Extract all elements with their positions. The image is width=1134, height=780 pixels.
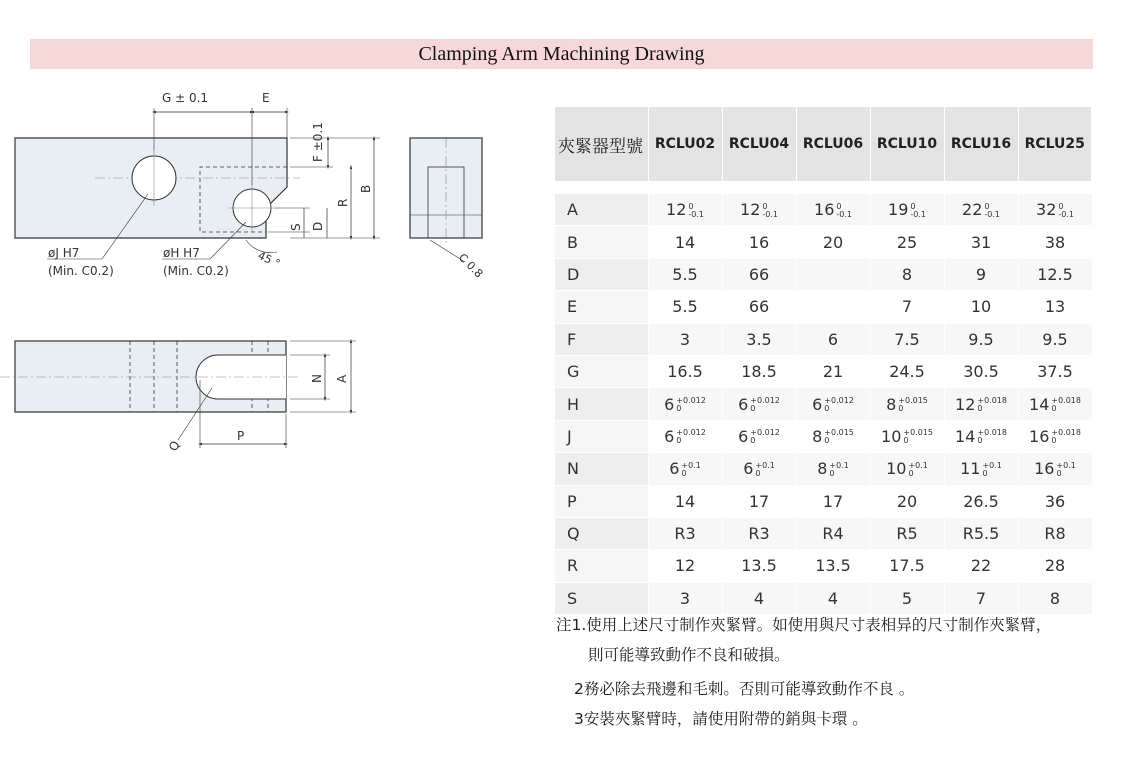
tolerance-lower: -0.1 (836, 209, 852, 219)
cell-value: 4 (827, 588, 839, 608)
cell-tolerance (908, 462, 927, 478)
dim-a-label: A (335, 374, 349, 383)
tolerance-lower: -0.1 (1058, 209, 1074, 219)
dim-r-label: R (336, 198, 350, 207)
cell-value: 7 (975, 588, 987, 608)
cell-value: 6 (664, 426, 675, 446)
cell-value: 6 (827, 329, 839, 349)
table-row (555, 453, 1092, 485)
cell-value: 9.5 (1042, 329, 1068, 349)
tolerance-lower: 0 (824, 404, 830, 414)
tolerance-upper: +0.1 (908, 460, 928, 470)
cell-value: R5.5 (962, 524, 1000, 544)
hole-j-label: øJ H7 (48, 246, 80, 260)
dim-b-label: B (359, 184, 373, 193)
cell-tolerance (829, 462, 848, 478)
cell-tolerance (1051, 429, 1081, 445)
tolerance-upper: +0.015 (824, 428, 854, 438)
tolerance-lower: 0 (908, 468, 914, 478)
table-cell (944, 258, 1018, 290)
table-cell (648, 453, 722, 485)
cell-value: 18.5 (741, 362, 777, 382)
cell-value: 17 (822, 491, 844, 511)
model-header: RCLU06 (796, 107, 870, 182)
tolerance-lower: -0.1 (688, 209, 704, 219)
note-1-line-2: 則可能導致動作不良和破損。 (588, 646, 790, 664)
cell-value: 14 (674, 232, 696, 252)
cell-tolerance (977, 397, 1007, 413)
cell-tolerance (676, 429, 706, 445)
cell-value: 9.5 (968, 329, 994, 349)
tolerance-upper: +0.1 (829, 460, 849, 470)
cell-value: 16 (748, 232, 770, 252)
table-cell (870, 550, 944, 582)
note-3: 3安裝夾緊臂時，請使用附帶的銷與卡環 。 (574, 710, 868, 728)
tolerance-upper: 0 (688, 201, 694, 211)
row-label: H (555, 388, 648, 420)
row-label: R (555, 550, 648, 582)
row-label: P (555, 485, 648, 517)
table-cell (722, 258, 796, 290)
cell-tolerance (762, 203, 778, 219)
table-cell (648, 258, 722, 290)
row-label: S (555, 582, 648, 614)
cell-value: 25 (896, 232, 918, 252)
cell-tolerance (982, 462, 1001, 478)
cell-value: 20 (822, 232, 844, 252)
table-cell (870, 291, 944, 323)
tolerance-lower: -0.1 (762, 209, 778, 219)
tolerance-upper: +0.018 (1051, 396, 1081, 406)
table-cell (722, 291, 796, 323)
table-spacer-cell (555, 182, 1092, 194)
tolerance-lower: 0 (676, 436, 682, 446)
angle-label: 45 ° (255, 248, 283, 271)
row-label: B (555, 226, 648, 258)
table-cell (1018, 323, 1092, 355)
table-row (555, 258, 1092, 290)
model-header: RCLU02 (648, 107, 722, 182)
tolerance-lower: 0 (977, 436, 983, 446)
cell-tolerance (1051, 397, 1081, 413)
row-label: Q (555, 517, 648, 549)
row-label: F (555, 323, 648, 355)
tolerance-lower: 0 (977, 404, 983, 414)
tolerance-upper: +0.015 (898, 396, 928, 406)
cell-value: 10 (886, 459, 907, 479)
cell-value: 16.5 (667, 362, 703, 382)
tolerance-lower: 0 (681, 468, 687, 478)
table-cell (796, 355, 870, 387)
cell-value: 16 (1034, 459, 1055, 479)
cell-value: 16 (1029, 426, 1050, 446)
table-cell (722, 420, 796, 452)
cell-value: 32 (1036, 200, 1057, 220)
tolerance-upper: 0 (836, 201, 842, 211)
row-label: J (555, 420, 648, 452)
table-cell (648, 550, 722, 582)
cell-tolerance (750, 429, 780, 445)
table-cell (944, 453, 1018, 485)
table-cell (1018, 258, 1092, 290)
cell-value: 6 (812, 394, 823, 414)
spec-table (555, 107, 1092, 615)
table-cell (796, 420, 870, 452)
model-header: RCLU25 (1018, 107, 1092, 182)
cell-value: 11 (960, 459, 981, 479)
cell-value: 22 (970, 556, 992, 576)
cell-value: 12 (666, 200, 687, 220)
table-spacer-row (555, 182, 1092, 194)
tolerance-upper: +0.012 (824, 396, 854, 406)
cell-tolerance (1056, 462, 1075, 478)
cell-value: 66 (748, 297, 770, 317)
table-cell (944, 194, 1018, 226)
row-label: D (555, 258, 648, 290)
hole-h-note: (Min. C0.2) (163, 264, 229, 278)
row-label: G (555, 355, 648, 387)
table-cell (870, 388, 944, 420)
cell-value: 38 (1044, 232, 1066, 252)
table-cell (944, 517, 1018, 549)
cell-value: 6 (669, 459, 680, 479)
table-cell (1018, 453, 1092, 485)
cell-tolerance (755, 462, 774, 478)
table-cell (722, 388, 796, 420)
cell-value: 17 (748, 491, 770, 511)
tolerance-upper: 0 (910, 201, 916, 211)
cell-value: 12 (740, 200, 761, 220)
cell-value: 12.5 (1037, 264, 1073, 284)
cell-value: 12 (674, 556, 696, 576)
table-row (555, 194, 1092, 226)
cell-tolerance (750, 397, 780, 413)
table-cell (870, 420, 944, 452)
table-cell (870, 517, 944, 549)
cell-value: 66 (748, 264, 770, 284)
table-cell (870, 453, 944, 485)
model-header: RCLU16 (944, 107, 1018, 182)
cell-value: 6 (743, 459, 754, 479)
table-cell (722, 355, 796, 387)
tolerance-upper: 0 (1058, 201, 1064, 211)
dim-s-label: S (289, 223, 303, 231)
table-cell (648, 388, 722, 420)
table-cell (870, 194, 944, 226)
tolerance-upper: +0.1 (681, 460, 701, 470)
cell-value: R4 (822, 524, 844, 544)
dim-p-label: P (237, 429, 245, 443)
cell-value: 14 (1029, 394, 1050, 414)
tolerance-lower: 0 (1051, 436, 1057, 446)
row-label: E (555, 291, 648, 323)
model-header: RCLU10 (870, 107, 944, 182)
cell-tolerance (824, 429, 854, 445)
table-cell (1018, 194, 1092, 226)
tolerance-upper: +0.015 (903, 428, 933, 438)
table-cell (722, 194, 796, 226)
cell-value: 28 (1044, 556, 1066, 576)
tolerance-lower: 0 (982, 468, 988, 478)
table-cell (796, 517, 870, 549)
tolerance-upper: +0.012 (676, 396, 706, 406)
table-row (555, 485, 1092, 517)
tolerance-upper: +0.018 (1051, 428, 1081, 438)
cell-tolerance (903, 429, 933, 445)
cell-value: 8 (1049, 588, 1061, 608)
cell-value: 14 (955, 426, 976, 446)
table-cell (722, 453, 796, 485)
hole-h-label: øH H7 (163, 246, 200, 260)
cell-value: 22 (962, 200, 983, 220)
cell-value: 21 (822, 362, 844, 382)
cell-value: 36 (1044, 491, 1066, 511)
table-cell (944, 485, 1018, 517)
cell-value: 3.5 (746, 329, 772, 349)
cell-tolerance (676, 397, 706, 413)
table-row (555, 355, 1092, 387)
cell-value: 9 (975, 264, 987, 284)
table-row (555, 550, 1092, 582)
dim-n-label: N (310, 374, 324, 383)
cell-tolerance (824, 397, 854, 413)
cell-tolerance (898, 397, 928, 413)
table-cell (796, 485, 870, 517)
table-cell (1018, 388, 1092, 420)
page-title: Clamping Arm Machining Drawing (418, 42, 705, 65)
cell-value: 8 (817, 459, 828, 479)
cell-value: 3 (679, 329, 691, 349)
cell-value: 14 (674, 491, 696, 511)
table-cell (944, 355, 1018, 387)
table-row (555, 388, 1092, 420)
tolerance-lower: 0 (755, 468, 761, 478)
table-cell (870, 355, 944, 387)
cell-value: 4 (753, 588, 765, 608)
cell-value: R5 (896, 524, 918, 544)
table-cell (944, 226, 1018, 258)
table-cell (796, 453, 870, 485)
cell-tolerance (984, 203, 1000, 219)
table-cell (796, 258, 870, 290)
table-cell (722, 517, 796, 549)
tolerance-upper: +0.012 (676, 428, 706, 438)
cell-value: 5.5 (672, 297, 698, 317)
table-cell (1018, 291, 1092, 323)
table-cell (1018, 226, 1092, 258)
table-row (555, 420, 1092, 452)
table-cell (722, 485, 796, 517)
table-row (555, 517, 1092, 549)
tolerance-lower: 0 (824, 436, 830, 446)
table-cell (722, 226, 796, 258)
cell-value: 8 (901, 264, 913, 284)
cell-value: 16 (814, 200, 835, 220)
row-label: A (555, 194, 648, 226)
table-header-row (555, 107, 1092, 182)
tolerance-lower: 0 (898, 404, 904, 414)
table-cell (944, 388, 1018, 420)
table-cell (796, 291, 870, 323)
table-cell (870, 323, 944, 355)
table-cell (648, 226, 722, 258)
hole-j-note: (Min. C0.2) (48, 264, 114, 278)
table-cell (1018, 420, 1092, 452)
cell-value: R8 (1044, 524, 1066, 544)
table-row (555, 291, 1092, 323)
tolerance-upper: 0 (984, 201, 990, 211)
cell-tolerance (977, 429, 1007, 445)
cell-value: 37.5 (1037, 362, 1073, 382)
cell-value: 10 (970, 297, 992, 317)
dim-e-label: E (262, 91, 270, 105)
dim-q-label: Q (166, 438, 183, 454)
table-cell (870, 258, 944, 290)
table-cell (1018, 517, 1092, 549)
dim-d-label: D (311, 221, 325, 231)
table-cell (796, 550, 870, 582)
table-row (555, 323, 1092, 355)
cell-value: 6 (664, 394, 675, 414)
tolerance-lower: 0 (829, 468, 835, 478)
model-header: RCLU04 (722, 107, 796, 182)
note-1-line-1: 注1.使用上述尺寸制作夾緊臂。如使用與尺寸表相异的尺寸制作夾緊臂， (556, 616, 1052, 634)
tolerance-upper: +0.018 (977, 428, 1007, 438)
table-cell (944, 291, 1018, 323)
tolerance-upper: +0.012 (750, 428, 780, 438)
tolerance-upper: +0.018 (977, 396, 1007, 406)
cell-value: 13.5 (815, 556, 851, 576)
model-header-label: 夾緊器型號 (555, 107, 648, 182)
row-label: N (555, 453, 648, 485)
cell-value: 24.5 (889, 362, 925, 382)
cell-value: 3 (679, 588, 691, 608)
cell-value: 20 (896, 491, 918, 511)
table-cell (648, 485, 722, 517)
cell-tolerance (910, 203, 926, 219)
table-cell (648, 323, 722, 355)
dim-g-label: G ± 0.1 (162, 91, 209, 105)
cell-value: 5 (901, 588, 913, 608)
tolerance-lower: 0 (1051, 404, 1057, 414)
table-cell (796, 194, 870, 226)
cell-value: 8 (886, 394, 897, 414)
note-2: 2務必除去飛邊和毛刺。否則可能導致動作不良 。 (574, 680, 915, 698)
chamfer-label: C 0.8 (455, 250, 486, 281)
table-cell (944, 323, 1018, 355)
cell-value: R3 (674, 524, 696, 544)
table-cell (1018, 550, 1092, 582)
tolerance-lower: 0 (903, 436, 909, 446)
tolerance-lower: -0.1 (910, 209, 926, 219)
notes (556, 610, 1051, 734)
tolerance-upper: +0.012 (750, 396, 780, 406)
cell-tolerance (681, 462, 700, 478)
tolerance-lower: -0.1 (984, 209, 1000, 219)
table-cell (1018, 485, 1092, 517)
cell-value: 13 (1044, 297, 1066, 317)
cell-value: 6 (738, 394, 749, 414)
tolerance-upper: +0.1 (755, 460, 775, 470)
table-cell (1018, 355, 1092, 387)
table-cell (796, 388, 870, 420)
table-cell (870, 226, 944, 258)
cell-value: 13.5 (741, 556, 777, 576)
table-cell (796, 226, 870, 258)
title-bar (30, 39, 1093, 69)
cell-value: 10 (881, 426, 902, 446)
table-cell (796, 323, 870, 355)
table-cell (648, 291, 722, 323)
cell-value: 26.5 (963, 491, 999, 511)
cell-value: 7 (901, 297, 913, 317)
tolerance-upper: 0 (762, 201, 768, 211)
table-cell (870, 485, 944, 517)
cell-value: 12 (955, 394, 976, 414)
cell-value: R3 (748, 524, 770, 544)
cell-value: 8 (812, 426, 823, 446)
cell-value: 30.5 (963, 362, 999, 382)
cell-tolerance (1058, 203, 1074, 219)
cell-value: 5.5 (672, 264, 698, 284)
table-cell (648, 420, 722, 452)
cell-value: 17.5 (889, 556, 925, 576)
tolerance-lower: 0 (1056, 468, 1062, 478)
table-cell (944, 420, 1018, 452)
table-row (555, 226, 1092, 258)
cell-value: 7.5 (894, 329, 920, 349)
table-cell (648, 355, 722, 387)
dim-f-label: F ±0.1 (311, 122, 325, 162)
cell-value: 19 (888, 200, 909, 220)
cell-tolerance (836, 203, 852, 219)
tolerance-upper: +0.1 (1056, 460, 1076, 470)
cell-value: 6 (738, 426, 749, 446)
tolerance-lower: 0 (750, 404, 756, 414)
table-cell (722, 323, 796, 355)
tolerance-upper: +0.1 (982, 460, 1002, 470)
tolerance-lower: 0 (676, 404, 682, 414)
table-cell (944, 550, 1018, 582)
cell-tolerance (688, 203, 704, 219)
table-cell (648, 194, 722, 226)
tolerance-lower: 0 (750, 436, 756, 446)
clamping-arm-drawing (0, 80, 540, 480)
cell-value: 31 (970, 232, 992, 252)
table-cell (722, 550, 796, 582)
table-cell (648, 517, 722, 549)
